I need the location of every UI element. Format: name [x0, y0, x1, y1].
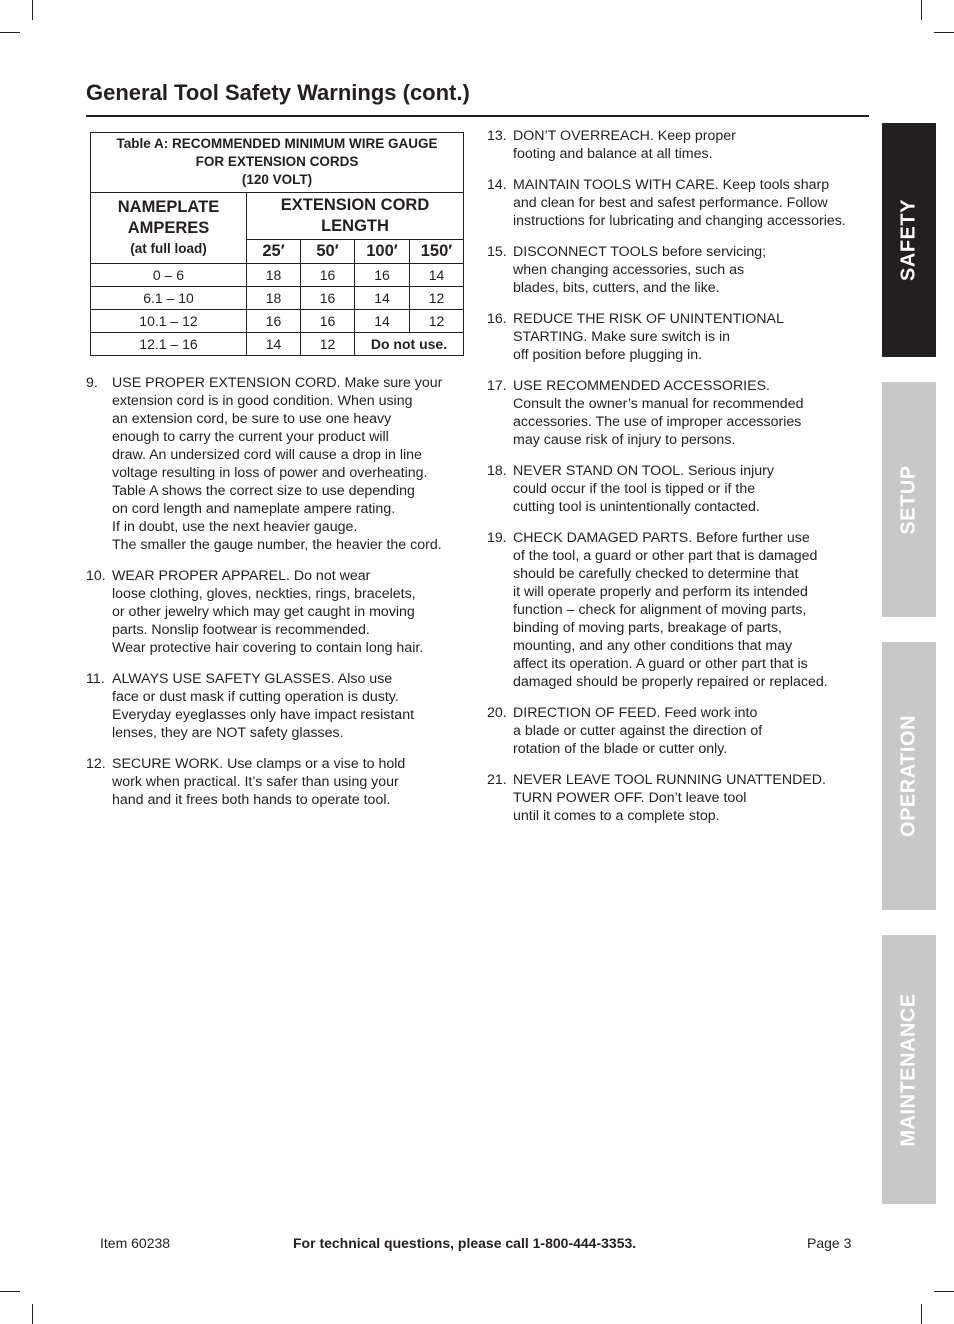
warning-item — [487, 771, 867, 825]
tab-setup[interactable] — [882, 382, 936, 617]
warning-number: 12. — [86, 756, 106, 772]
gauge-cell: 18 — [247, 287, 301, 310]
warning-text-line: ALWAYS USE SAFETY GLASSES. Also use — [112, 671, 393, 687]
warning-text-line: DIRECTION OF FEED. Feed work into — [513, 705, 758, 721]
gauge-cell: 12 — [410, 310, 464, 333]
warning-item — [487, 310, 867, 364]
gauge-cell: 12 — [301, 333, 355, 356]
warning-item — [86, 567, 466, 657]
warning-text-line: and clean for best and safest performance. Follow — [513, 195, 828, 211]
warning-text-line: off position before plugging in. — [513, 347, 703, 363]
header-subline: (at full load) — [130, 241, 207, 256]
warning-text-line: lenses, they are NOT safety glasses. — [112, 725, 344, 741]
tab-operation[interactable] — [882, 642, 936, 910]
warning-item — [86, 670, 466, 742]
warning-number: 16. — [487, 311, 507, 327]
warning-text-line: binding of moving parts, breakage of parts, — [513, 620, 782, 636]
warning-item — [487, 704, 867, 758]
crop-mark-br-h — [934, 1291, 954, 1292]
warning-text-line: blades, bits, cutters, and the like. — [513, 280, 720, 296]
warning-number: 20. — [487, 705, 507, 721]
warning-text-line: face or dust mask if cutting operation is dusty. — [112, 689, 399, 705]
warning-text-line: loose clothing, gloves, neckties, rings, bracelets, — [112, 586, 416, 602]
crop-mark-br-v — [921, 1304, 922, 1324]
crop-mark-bl-h — [0, 1291, 20, 1292]
warning-number: 9. — [86, 375, 98, 391]
footer-page-number: Page 3 — [807, 1235, 852, 1251]
tab-safety[interactable] — [882, 123, 936, 357]
amps-cell: 12.1 – 16 — [91, 333, 247, 356]
warning-text-line: of the tool, a guard or other part that is damaged — [513, 548, 818, 564]
extension-cord-length-header — [247, 193, 464, 240]
length-header: 150′ — [410, 240, 464, 264]
page-title: General Tool Safety Warnings (cont.) — [86, 80, 470, 105]
do-not-use-cell: Do not use. — [355, 333, 464, 356]
gauge-cell: 16 — [247, 310, 301, 333]
warning-text-line: should be carefully checked to determine that — [513, 566, 799, 582]
tab-maintenance[interactable] — [882, 935, 936, 1204]
warning-text-line: Consult the owner’s manual for recommended — [513, 396, 804, 412]
warning-text-line: MAINTAIN TOOLS WITH CARE. Keep tools sharp — [513, 177, 830, 193]
length-header: 100′ — [355, 240, 410, 264]
warning-text-line: TURN POWER OFF. Don’t leave tool — [513, 790, 747, 806]
gauge-cell: 14 — [355, 310, 410, 333]
warning-text-line: WEAR PROPER APPAREL. Do not wear — [112, 568, 371, 584]
tab-label: MAINTENANCE — [897, 992, 920, 1147]
title-rule — [86, 115, 869, 117]
warning-number: 14. — [487, 177, 507, 193]
warning-number: 19. — [487, 530, 507, 546]
warning-number: 10. — [86, 568, 106, 584]
warning-text-line: Table A shows the correct size to use depending — [112, 483, 415, 499]
warning-item — [487, 529, 867, 691]
length-header: 50′ — [301, 240, 355, 264]
warning-number: 21. — [487, 772, 507, 788]
warning-item — [86, 755, 466, 809]
warning-text-line: Everyday eyeglasses only have impact resistant — [112, 707, 415, 723]
warning-text-line: cutting tool is unintentionally contacted. — [513, 499, 760, 515]
table-caption-line: (120 VOLT) — [241, 172, 313, 187]
warning-text-line: NEVER STAND ON TOOL. Serious injury — [513, 463, 774, 479]
gauge-cell: 16 — [301, 310, 355, 333]
warnings-list-left — [86, 374, 466, 822]
warning-text-line: rotation of the blade or cutter only. — [513, 741, 728, 757]
warning-text-line: when changing accessories, such as — [513, 262, 745, 278]
crop-mark-tl-v — [32, 0, 33, 20]
warning-text-line: affect its operation. A guard or other part that is — [513, 656, 808, 672]
gauge-cell: 14 — [247, 333, 301, 356]
length-header: 25′ — [247, 240, 301, 264]
warning-number: 18. — [487, 463, 507, 479]
warning-text-line: REDUCE THE RISK OF UNINTENTIONAL — [513, 311, 784, 327]
warning-text-line: damaged should be properly repaired or replaced. — [513, 674, 828, 690]
warning-text-line: DISCONNECT TOOLS before servicing; — [513, 244, 767, 260]
warning-item — [487, 462, 867, 516]
warning-item — [487, 176, 867, 230]
warning-number: 13. — [487, 128, 507, 144]
warning-text-line: a blade or cutter against the direction of — [513, 723, 763, 739]
footer-item-number: Item 60238 — [100, 1235, 171, 1251]
warning-text-line: work when practical. It’s safer than using your — [112, 774, 399, 790]
warning-text-line: footing and balance at all times. — [513, 146, 713, 162]
warning-text-line: hand and it frees both hands to operate tool. — [112, 792, 391, 808]
warning-text-line: The smaller the gauge number, the heavier the cord. — [112, 537, 442, 553]
warning-item — [86, 374, 466, 554]
header-line: LENGTH — [321, 217, 389, 235]
warning-item — [487, 243, 867, 297]
warning-text-line: could occur if the tool is tipped or if the — [513, 481, 756, 497]
warning-text-line: on cord length and nameplate ampere rating. — [112, 501, 396, 517]
warning-text-line: USE PROPER EXTENSION CORD. Make sure your — [112, 375, 443, 391]
table-caption-line: Table A: RECOMMENDED MINIMUM WIRE GAUGE — [116, 136, 438, 151]
crop-mark-bl-v — [32, 1304, 33, 1324]
amps-cell: 6.1 – 10 — [91, 287, 247, 310]
warning-text-line: it will operate properly and perform its intended — [513, 584, 808, 600]
footer-tech-support: For technical questions, please call 1-800-444-3353. — [293, 1235, 637, 1251]
table-caption — [91, 133, 464, 193]
warning-number: 15. — [487, 244, 507, 260]
warning-text-line: draw. An undersized cord will cause a drop in line — [112, 447, 422, 463]
tab-label: OPERATION — [897, 715, 920, 837]
warning-text-line: parts. Nonslip footwear is recommended. — [112, 622, 370, 638]
warning-text-line: STARTING. Make sure switch is in — [513, 329, 731, 345]
warning-text-line: accessories. The use of improper accessories — [513, 414, 802, 430]
wire-gauge-table — [90, 132, 464, 356]
warning-text-line: NEVER LEAVE TOOL RUNNING UNATTENDED. — [513, 772, 826, 788]
warning-text-line: voltage resulting in loss of power and overheating. — [112, 465, 428, 481]
crop-mark-tl-h — [0, 32, 20, 33]
table-row — [91, 333, 464, 356]
warning-item — [487, 377, 867, 449]
gauge-cell: 14 — [355, 287, 410, 310]
table-row — [91, 264, 464, 287]
warning-text-line: mounting, and any other conditions that may — [513, 638, 793, 654]
warning-number: 11. — [86, 671, 105, 687]
warning-text-line: DON’T OVERREACH. Keep proper — [513, 128, 736, 144]
warning-text-line: instructions for lubricating and changing accessories. — [513, 213, 846, 229]
table-caption-line: FOR EXTENSION CORDS — [195, 154, 359, 169]
tab-label: SETUP — [897, 464, 920, 535]
crop-mark-tr-h — [934, 32, 954, 33]
warning-text-line: function – check for alignment of moving parts, — [513, 602, 807, 618]
warning-text-line: USE RECOMMENDED ACCESSORIES. — [513, 378, 770, 394]
gauge-cell: 12 — [410, 287, 464, 310]
amps-cell: 10.1 – 12 — [91, 310, 247, 333]
warnings-list-right — [487, 127, 867, 838]
header-line: AMPERES — [127, 219, 210, 237]
warning-text-line: enough to carry the current your product will — [112, 429, 389, 445]
crop-mark-tr-v — [921, 0, 922, 20]
header-line: NAMEPLATE — [117, 198, 220, 216]
warning-text-line: until it comes to a complete stop. — [513, 808, 720, 824]
gauge-cell: 16 — [301, 264, 355, 287]
warning-text-line: or other jewelry which may get caught in moving — [112, 604, 415, 620]
warning-text-line: Wear protective hair covering to contain long hair. — [112, 640, 424, 656]
warning-number: 17. — [487, 378, 507, 394]
nameplate-amperes-header — [91, 193, 247, 264]
tab-label: SAFETY — [897, 199, 920, 281]
warning-text-line: If in doubt, use the next heavier gauge. — [112, 519, 358, 535]
gauge-cell: 14 — [410, 264, 464, 287]
table-row — [91, 287, 464, 310]
gauge-cell: 16 — [301, 287, 355, 310]
warning-text-line: CHECK DAMAGED PARTS. Before further use — [513, 530, 810, 546]
header-line: EXTENSION CORD — [280, 196, 430, 214]
warning-text-line: SECURE WORK. Use clamps or a vise to hold — [112, 756, 406, 772]
warning-item — [487, 127, 867, 163]
gauge-cell: 18 — [247, 264, 301, 287]
amps-cell: 0 – 6 — [91, 264, 247, 287]
warning-text-line: may cause risk of injury to persons. — [513, 432, 736, 448]
gauge-cell: 16 — [355, 264, 410, 287]
table-row — [91, 310, 464, 333]
warning-text-line: extension cord is in good condition. When using — [112, 393, 413, 409]
warning-text-line: an extension cord, be sure to use one heavy — [112, 411, 392, 427]
